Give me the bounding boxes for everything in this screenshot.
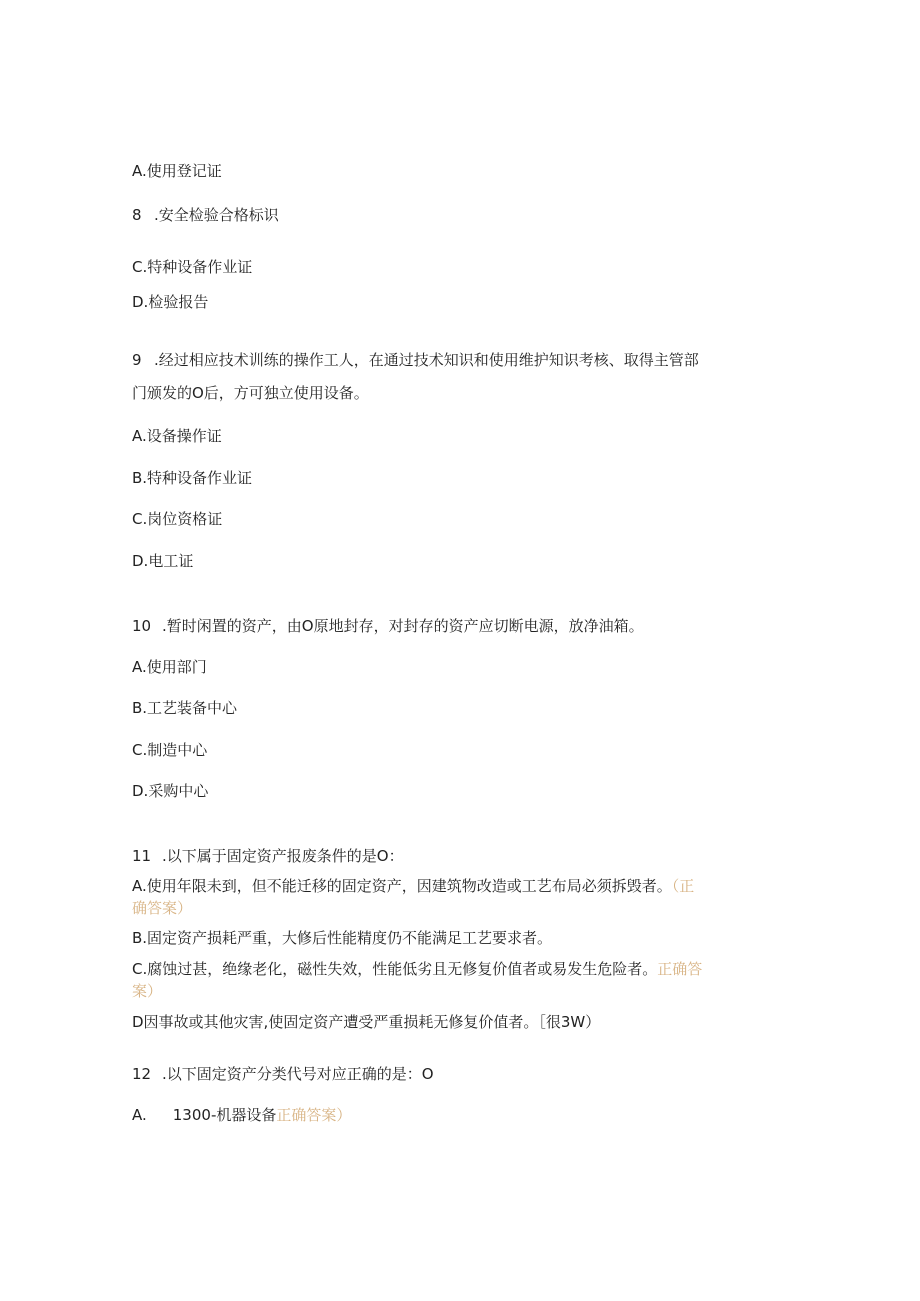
option-text: D因事故或其他灾害,使固定资产遭受严重损耗无修复价值者。［很3W） <box>132 1013 601 1031</box>
option-text: B.特种设备作业证 <box>132 469 253 487</box>
option-text: D.检验报告 <box>132 293 209 311</box>
q10-option-a <box>132 656 782 679</box>
q11-option-a <box>132 875 782 898</box>
correct-answer-marker: 正确答案） <box>276 1106 352 1124</box>
question-text: .暂时闲置的资产，由O原地封存，对封存的资产应切断电源，放净油箱。 <box>162 617 644 635</box>
option-text: C.制造中心 <box>132 741 208 759</box>
option-text: 1300-机器设备 <box>172 1106 277 1124</box>
question-10 <box>132 615 782 638</box>
option-text: C.特种设备作业证 <box>132 258 253 276</box>
option-text: B.固定资产损耗严重，大修后性能精度仍不能满足工艺要求者。 <box>132 929 553 947</box>
q7-option-a <box>132 160 782 183</box>
q11-option-c-continued <box>132 980 782 1003</box>
option-text: C.腐蚀过甚，绝缘老化，磁性失效，性能低劣且无修复价值者或易发生危险者。 <box>132 960 658 978</box>
option-text: B.工艺装备中心 <box>132 699 238 717</box>
q11-option-b <box>132 927 782 950</box>
question-text: .以下固定资产分类代号对应正确的是：O <box>162 1065 434 1083</box>
correct-answer-marker: 正确答 <box>657 960 703 978</box>
q9-option-a <box>132 425 782 448</box>
question-9-continued <box>132 382 782 405</box>
option-text: A.使用登记证 <box>132 162 222 180</box>
option-label: A. <box>132 1106 147 1124</box>
q9-option-d <box>132 550 782 573</box>
q11-option-c <box>132 958 782 981</box>
option-text: A.使用部门 <box>132 658 207 676</box>
q7-option-d <box>132 291 782 314</box>
option-text: .安全检验合格标识 <box>154 206 279 224</box>
question-12 <box>132 1063 782 1086</box>
q12-option-a <box>132 1104 782 1127</box>
correct-answer-marker: 确答案） <box>132 899 193 917</box>
q7-option-c <box>132 256 782 279</box>
question-9 <box>132 349 782 372</box>
question-text: .以下属于固定资产报废条件的是O： <box>162 847 404 865</box>
question-number: 12 <box>132 1065 152 1083</box>
option-text: D.电工证 <box>132 552 194 570</box>
option-text: A.使用年限未到，但不能迁移的固定资产，因建筑物改造或工艺布局必须拆毁者。 <box>132 877 672 895</box>
q9-option-b <box>132 467 782 490</box>
question-11 <box>132 845 782 868</box>
q11-option-a-continued <box>132 897 782 920</box>
item-number: 8 <box>132 206 142 224</box>
q7-option-b <box>132 204 782 227</box>
q10-option-d <box>132 780 782 803</box>
q10-option-b <box>132 697 782 720</box>
q11-option-d <box>132 1011 782 1034</box>
q10-option-c <box>132 739 782 762</box>
option-text: A.设备操作证 <box>132 427 222 445</box>
option-text: D.采购中心 <box>132 782 209 800</box>
q9-option-c <box>132 508 782 531</box>
correct-answer-marker: （正 <box>671 877 695 895</box>
correct-answer-marker: 案） <box>132 982 163 1000</box>
question-number: 9 <box>132 351 142 369</box>
option-text: C.岗位资格证 <box>132 510 223 528</box>
question-number: 10 <box>132 617 152 635</box>
question-number: 11 <box>132 847 152 865</box>
question-text: 门颁发的O后，方可独立使用设备。 <box>132 384 369 402</box>
question-text: .经过相应技术训练的操作工人，在通过技术知识和使用维护知识考核、取得主管部 <box>154 351 699 369</box>
